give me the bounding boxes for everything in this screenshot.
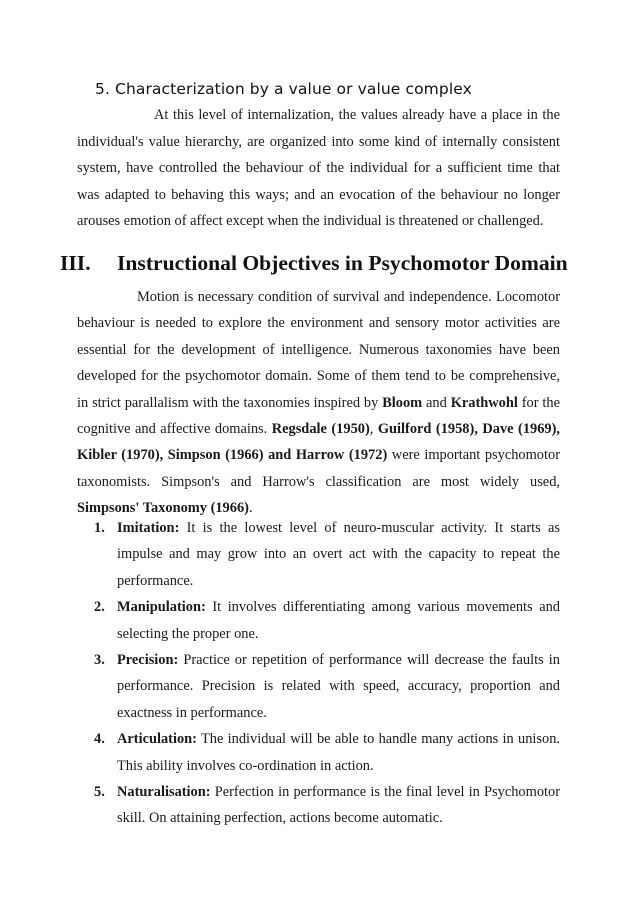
list-item-number: 2.	[94, 599, 105, 616]
list-item-text: The individual will be able to handle many actions in unison. This ability involves co-ordination in action.	[117, 731, 560, 774]
section-iii-number: III.	[60, 251, 91, 275]
list-item-term: Manipulation:	[117, 599, 206, 616]
intro-bold-simpson-taxonomy: Simpsons' Taxonomy (1966)	[77, 500, 249, 517]
list-item	[77, 515, 560, 594]
intro-bold-regsdale: Regsdale (1950)	[271, 421, 370, 438]
intro-bold-bloom: Bloom	[382, 394, 423, 411]
list-item	[77, 779, 560, 832]
intro-bold-taxonomists: Guilford (1958), Dave (1969), Kibler (1970), Simpson (1966) and Harrow (1972)	[77, 421, 561, 464]
list-item-term: Articulation:	[117, 731, 197, 748]
intro-text-6: .	[248, 500, 253, 517]
list-item-text: Perfection in performance is the final level in Psychomotor skill. On attaining perfection, actions become automatic.	[117, 784, 560, 827]
intro-bold-krathwohl: Krathwohl	[450, 394, 518, 411]
list-item-term: Imitation:	[117, 520, 180, 536]
section-iii-intro	[77, 284, 560, 522]
intro-text-5: were important psychomotor taxonomists. Simpson's and Harrow's classification are most widely used,	[77, 447, 560, 490]
intro-text-1: Motion is necessary condition of survival and independence. Locomotor behaviour is needed to explore the environment and sensory motor activities are essential for the development of intelligence. Numerous taxonomies have been developed for the psychomotor domain. Some of them tend to be comprehensive, in strict parallalism with the taxonomies inspired by	[77, 289, 560, 411]
section-iii-title: Instructional Objectives in Psychomotor Domain	[117, 251, 568, 275]
list-item-number: 3.	[94, 652, 105, 669]
list-item-term: Naturalisation:	[117, 784, 211, 801]
list-item-number: 4.	[94, 731, 105, 748]
list-item	[77, 594, 560, 647]
list-item-text: It involves differentiating among various movements and selecting the proper one.	[117, 599, 560, 642]
intro-text-4: ,	[369, 421, 378, 438]
list-item-term: Precision:	[117, 652, 179, 669]
psychomotor-levels-list	[77, 515, 560, 832]
list-item-number: 1.	[94, 520, 105, 536]
section-iii-heading	[60, 251, 568, 276]
section-5-body: At this level of internalization, the values already have a place in the individual's value hierarchy, are organized into some kind of internally consistent system, have controlled the behaviour of the individual for a sufficient time that was adapted to behaving this ways; and an evocation of the behaviour no longer arouses emotion of affect except when the individual is threatened or challenged.	[77, 107, 560, 230]
list-item-text: It is the lowest level of neuro-muscular activity. It starts as impulse and may grow into an overt act with the capacity to repeat the performance.	[117, 520, 560, 589]
list-item-number: 5.	[94, 784, 105, 801]
list-item	[77, 726, 560, 779]
section-5-heading: 5. Characterization by a value or value complex	[95, 80, 472, 98]
intro-text-3: for the cognitive and affective domains.	[77, 394, 560, 438]
list-item-text: Practice or repetition of performance will decrease the faults in performance. Precision is related with speed, accuracy, proportion and exactness in performance.	[117, 652, 560, 721]
intro-text-2: and	[422, 394, 451, 411]
list-item	[77, 647, 560, 726]
